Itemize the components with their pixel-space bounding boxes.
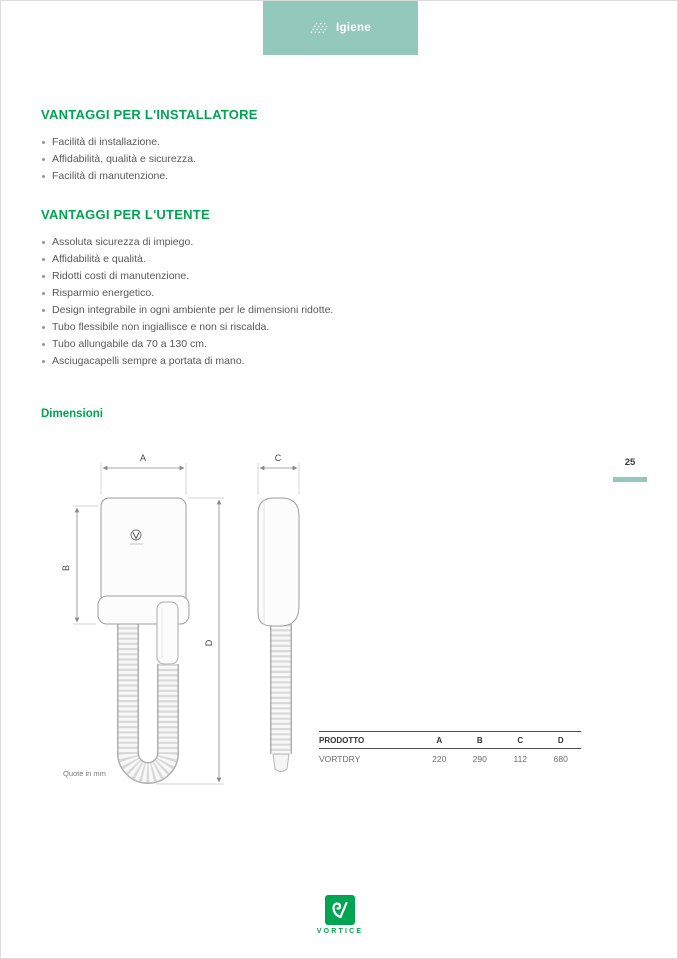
table-cell: 112	[513, 754, 528, 764]
section-title: VANTAGGI PER L'UTENTE	[41, 207, 210, 222]
side-view	[258, 453, 299, 772]
dim-label-d: D	[204, 639, 214, 647]
table-header-cell: PRODOTTO	[319, 736, 365, 745]
advantage-item: Asciugacapelli sempre a portata di mano.	[41, 356, 471, 367]
advantage-item: Affidabilità e qualità.	[41, 254, 471, 265]
category-tab	[263, 1, 418, 55]
advantage-list	[41, 137, 471, 182]
section-title: VANTAGGI PER L'INSTALLATORE	[41, 107, 258, 122]
advantage-item: Affidabilità, qualità e sicurezza.	[41, 154, 471, 165]
dimensions-heading: Dimensioni	[41, 408, 103, 420]
category-tab-label: Igiene	[335, 22, 372, 34]
advantage-item: Facilità di installazione.	[41, 137, 471, 148]
advantage-item: Risparmio energetico.	[41, 288, 471, 299]
advantage-item: Tubo flessibile non ingiallisce e non si riscalda.	[41, 322, 471, 333]
dim-label-a: A	[139, 453, 147, 463]
page-number-accent	[613, 477, 647, 482]
vortice-logo	[325, 895, 355, 925]
section-user-advantages	[41, 207, 471, 373]
advantage-list	[41, 237, 471, 367]
advantage-item: Tubo allungabile da 70 a 130 cm.	[41, 339, 471, 350]
front-view	[61, 453, 224, 784]
dim-label-b: B	[61, 564, 71, 572]
advantage-item: Ridotti costi di manutenzione.	[41, 271, 471, 282]
table-cell: 680	[553, 754, 568, 764]
spec-table-header-row	[319, 731, 581, 749]
table-row	[319, 749, 581, 769]
advantage-item: Design integrabile in ogni ambiente per le dimensioni ridotte.	[41, 305, 471, 316]
igiene-icon	[310, 21, 328, 35]
dim-label-c: C	[274, 453, 282, 463]
spec-table	[319, 731, 581, 769]
table-cell: 290	[472, 754, 487, 764]
brand-name: VORTICE	[316, 928, 364, 935]
table-header-cell: B	[476, 736, 483, 745]
table-header-cell: D	[557, 736, 564, 745]
table-cell-product: VORTDRY	[319, 754, 361, 764]
advantage-item: Assoluta sicurezza di impiego.	[41, 237, 471, 248]
table-header-cell: C	[517, 736, 524, 745]
page-number: 25	[624, 457, 636, 468]
advantage-item: Facilità di manutenzione.	[41, 171, 471, 182]
table-header-cell: A	[436, 736, 443, 745]
table-cell: 220	[432, 754, 447, 764]
drawing-caption: Quote in mm	[63, 769, 106, 778]
footer-brand	[1, 895, 678, 935]
section-installer-advantages	[41, 107, 471, 188]
